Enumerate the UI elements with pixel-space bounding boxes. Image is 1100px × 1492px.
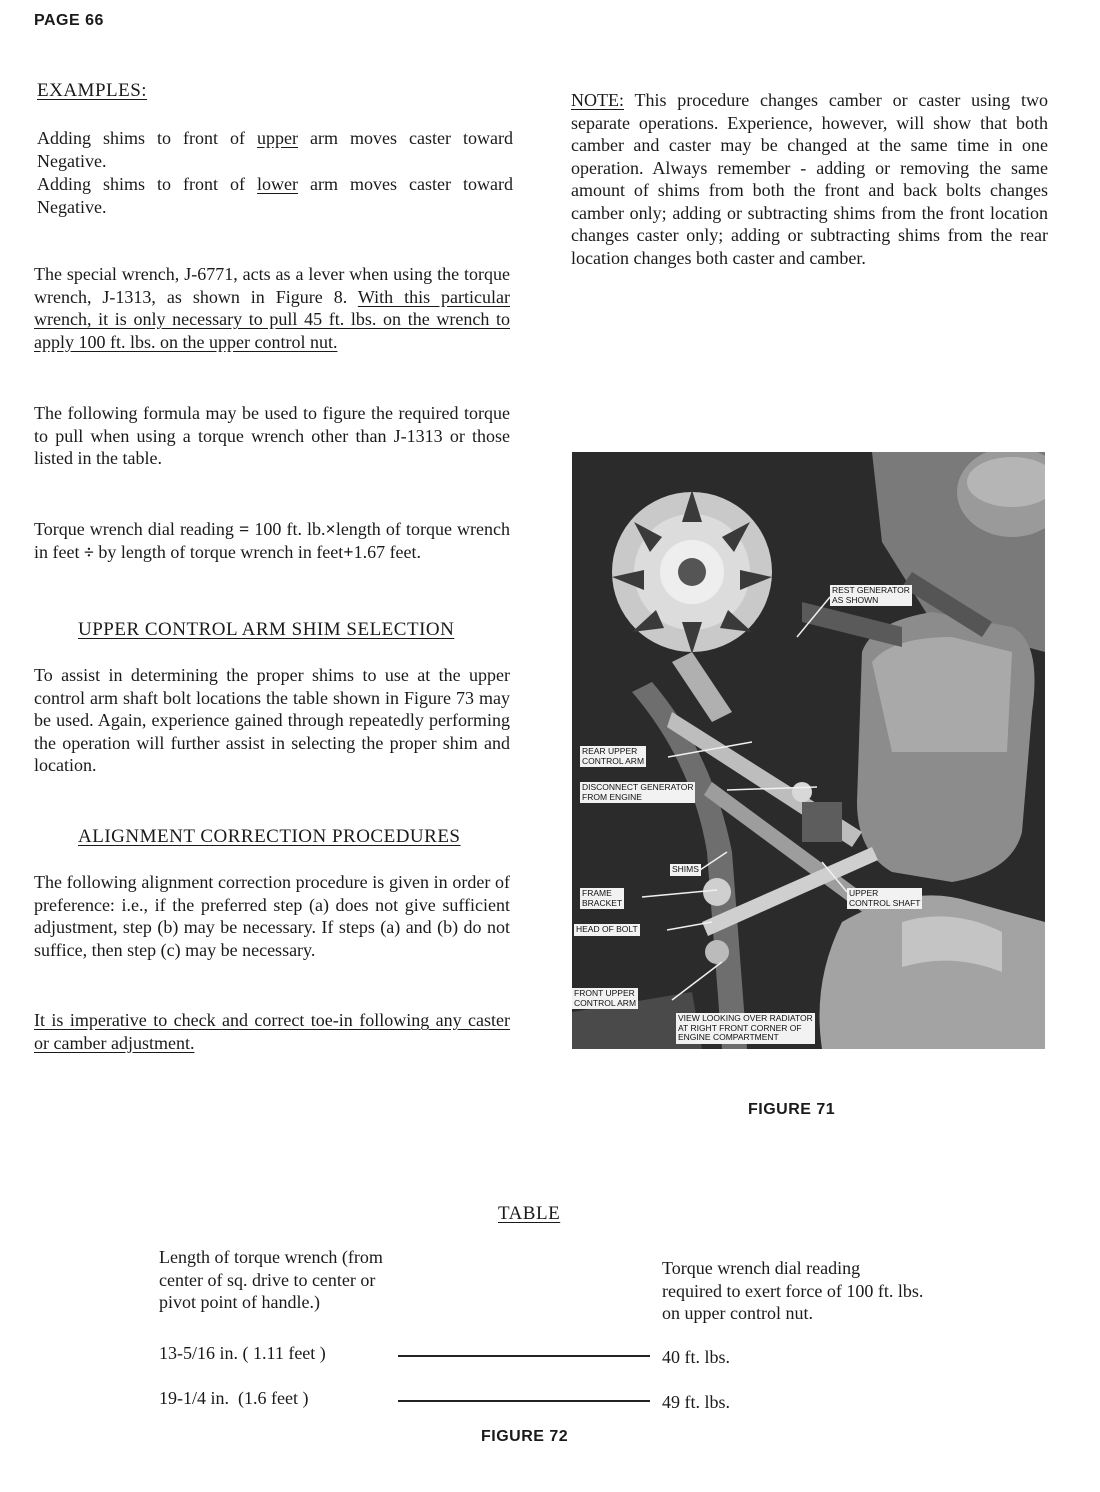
label-disconnect-generator: DISCONNECT GENERATOR FROM ENGINE xyxy=(582,782,694,802)
examples-line-2-pre: Adding shims to front of xyxy=(37,174,246,194)
examples-line-2-em: lower xyxy=(257,174,299,194)
examples-heading-text: EXAMPLES: xyxy=(37,80,148,101)
formula-times: × xyxy=(325,519,336,539)
label-rear-upper-control-arm: REAR UPPER CONTROL ARM xyxy=(582,746,645,766)
label-shims: SHIMS xyxy=(672,864,699,874)
table-row-2-reading: 49 ft. lbs. xyxy=(662,1392,731,1412)
label-frame-bracket: FRAME BRACKET xyxy=(582,888,623,908)
shim-heading xyxy=(78,619,454,641)
examples-line-2-post: arm moves caster toward Negative. xyxy=(37,174,514,217)
table-row-2-leader xyxy=(398,1400,650,1402)
examples-line-1 xyxy=(37,127,513,172)
figure-72-caption: FIGURE 72 xyxy=(481,1428,569,1445)
alignment-warning xyxy=(34,1009,510,1054)
note-body: This procedure changes camber or caster using two separate operations. Experience, however, will show that both camber and caster may be changed at the same time in one operation. Always remember - adding or removing the same amount of shims from both the front and back bolts changes camber only; adding or subtracting shims from the front location changes caster only; adding or subtracting shims from the rear location changes both caster and camber. xyxy=(571,90,1048,268)
page-number: PAGE 66 xyxy=(34,12,104,29)
formula-part-2: 100 ft. lb. xyxy=(254,519,326,539)
formula xyxy=(34,518,510,563)
formula-equals: = xyxy=(239,519,250,539)
formula-divide: ÷ xyxy=(83,541,94,562)
table-col2-header: Torque wrench dial reading required to exert force of 100 ft. lbs. on upper control nut. xyxy=(662,1258,924,1323)
examples-line-1-post: arm moves caster toward Negative. xyxy=(37,128,514,171)
formula-part-1: Torque wrench dial reading xyxy=(34,519,234,539)
label-view-looking: VIEW LOOKING OVER RADIATOR AT RIGHT FRONT CORNER OF ENGINE COMPARTMENT xyxy=(678,1013,813,1042)
table-title xyxy=(498,1203,560,1225)
formula-part-5: 1.67 feet. xyxy=(353,541,422,562)
wrench-paragraph-text: The special wrench, J-6771, acts as a lever when using the torque wrench, J-1313, as shown in Figure 8. xyxy=(34,264,510,307)
label-front-upper-control-arm: FRONT UPPER CONTROL ARM xyxy=(574,988,637,1008)
label-head-of-bolt: HEAD OF BOLT xyxy=(576,924,638,934)
formula-intro: The following formula may be used to figure the required torque to pull when using a torque wrench other than J-1313 or those listed in the table. xyxy=(34,403,510,468)
examples-line-1-em: upper xyxy=(257,128,299,148)
wrench-paragraph xyxy=(34,263,510,353)
wrench-paragraph-underlined: With this particular wrench, it is only necessary to pull 45 ft. lbs. on the wrench to apply 100 ft. lbs. on the upper control nut. xyxy=(34,286,510,352)
alignment-heading-text: ALIGNMENT CORRECTION PROCEDURES xyxy=(78,826,461,847)
table-row-1-length: 13-5/16 in. ( 1.11 feet ) xyxy=(159,1343,326,1363)
shim-heading-text: UPPER CONTROL ARM SHIM SELECTION xyxy=(78,619,455,640)
label-upper-control-shaft: UPPER CONTROL SHAFT xyxy=(849,888,921,908)
table-row-1-reading: 40 ft. lbs. xyxy=(662,1347,731,1367)
table-row-2-length: 19-1/4 in. (1.6 feet ) xyxy=(159,1388,309,1408)
shim-body: To assist in determining the proper shims to use at the upper control arm shaft bolt locations the table shown in Figure 73 may be used. Again, experience gained through repeatedly performing the operation will further assist in selecting the proper shim and location. xyxy=(34,665,510,775)
examples-line-2 xyxy=(37,173,513,218)
formula-plus: + xyxy=(343,541,354,562)
note-paragraph xyxy=(571,89,1048,269)
alignment-warning-text: It is imperative to check and correct toe-in following any caster or camber adjustment. xyxy=(34,1010,510,1053)
table-row-1-leader xyxy=(398,1355,650,1357)
figure-71-caption: FIGURE 71 xyxy=(748,1101,836,1118)
note-label: NOTE: xyxy=(571,90,624,110)
table-title-text: TABLE xyxy=(498,1203,561,1224)
formula-part-3: length of torque wrench in feet xyxy=(34,519,511,562)
table-col1-header: Length of torque wrench (from center of sq. drive to center or pivot point of handle.) xyxy=(159,1247,383,1312)
examples-heading xyxy=(37,80,147,102)
label-rest-generator: REST GENERATOR AS SHOWN xyxy=(832,585,910,605)
formula-part-4: by length of torque wrench in feet xyxy=(98,541,344,562)
figure-71-photo xyxy=(572,452,1045,1049)
alignment-heading xyxy=(78,826,461,848)
examples-line-1-pre: Adding shims to front of xyxy=(37,128,246,148)
alignment-body: The following alignment correction procedure is given in order of preference: i.e., if the preferred step (a) does not give sufficient adjustment, step (b) may be necessary. If steps (a) and (b) do not suffice, then step (c) may be necessary. xyxy=(34,872,510,960)
